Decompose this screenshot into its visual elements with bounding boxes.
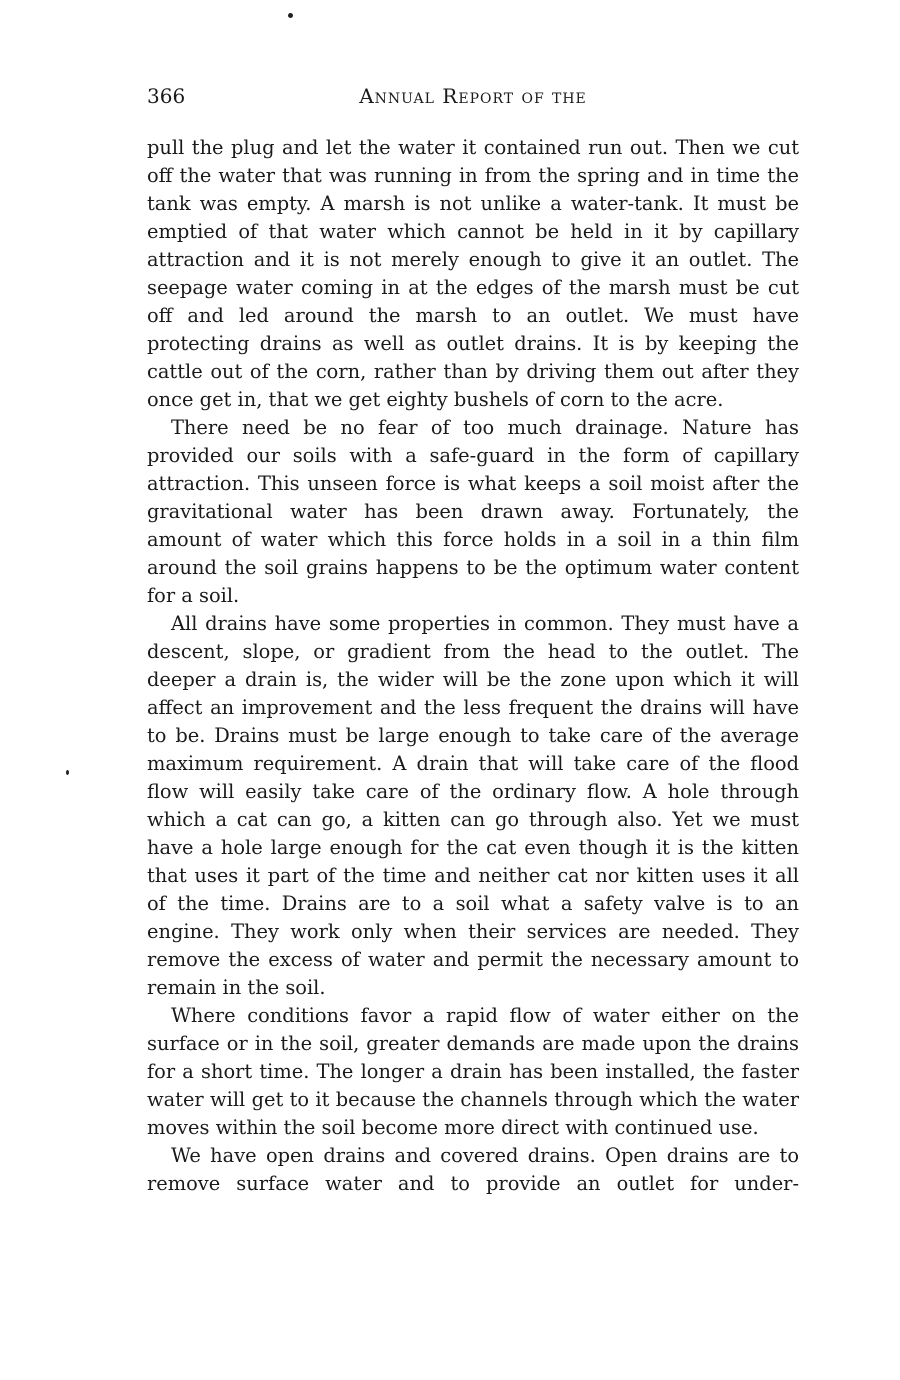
paragraph-drainage-fear: There need be no fear of too much drainage. Nature has provided our soils with a safe-guard in the form of capillary attraction. This unseen force is what keeps a soil moist after the gravitational water has been drawn away. Fortunately, the amount of water which this force holds in a soil in a thin film around the soil grains happens to be the optimum water content for a soil. — [147, 416, 799, 607]
paragraph-drain-properties: All drains have some properties in common. They must have a descent, slope, or gradient from the head to the outlet. The deeper a drain is, the wider will be the zone upon which it will affect an improvement and the less frequent the drains will have to be. Drains must be large enough to take care of the average maximum requirement. A drain that will take care of the flood flow will easily take care of the ordinary flow. A hole through which a cat can go, a kitten can go through also. Yet we must have a hole large enough for the cat even though it is the kitten that uses it part of the time and neither cat nor kitten uses it all of the time. Drains are to a soil what a safety valve is to an engine. They work only when their services are needed. They remove the excess of water and permit the necessary amount to remain in the soil. — [147, 612, 799, 999]
body-text — [147, 134, 799, 1198]
running-title: Annual Report of the — [359, 84, 587, 108]
running-head — [147, 80, 799, 112]
ink-speck-top — [288, 13, 293, 18]
page-number: 366 — [147, 84, 186, 108]
document-page — [147, 80, 799, 1198]
paragraph-continued: pull the plug and let the water it contained run out. Then we cut off the water that was running in from the spring and in time the tank was empty. A marsh is not unlike a water-tank. It must be emptied of that water which cannot be held in it by capillary attraction and it is not merely enough to give it an outlet. The seepage water coming in at the edges of the marsh must be cut off and led around the marsh to an outlet. We must have protecting drains as well as outlet drains. It is by keeping the cattle out of the corn, rather than by driving them out after they once get in, that we get eighty bushels of corn to the acre. — [147, 136, 799, 411]
ink-speck-margin — [66, 770, 69, 775]
paragraph-rapid-flow: Where conditions favor a rapid flow of water either on the surface or in the soil, greater demands are made upon the drains for a short time. The longer a drain has been installed, the faster water will get to it because the channels through which the water moves within the soil become more direct with continued use. — [147, 1004, 799, 1139]
paragraph-open-drains: We have open drains and covered drains. Open drains are to remove surface water and to provide an outlet for under- — [147, 1144, 799, 1195]
